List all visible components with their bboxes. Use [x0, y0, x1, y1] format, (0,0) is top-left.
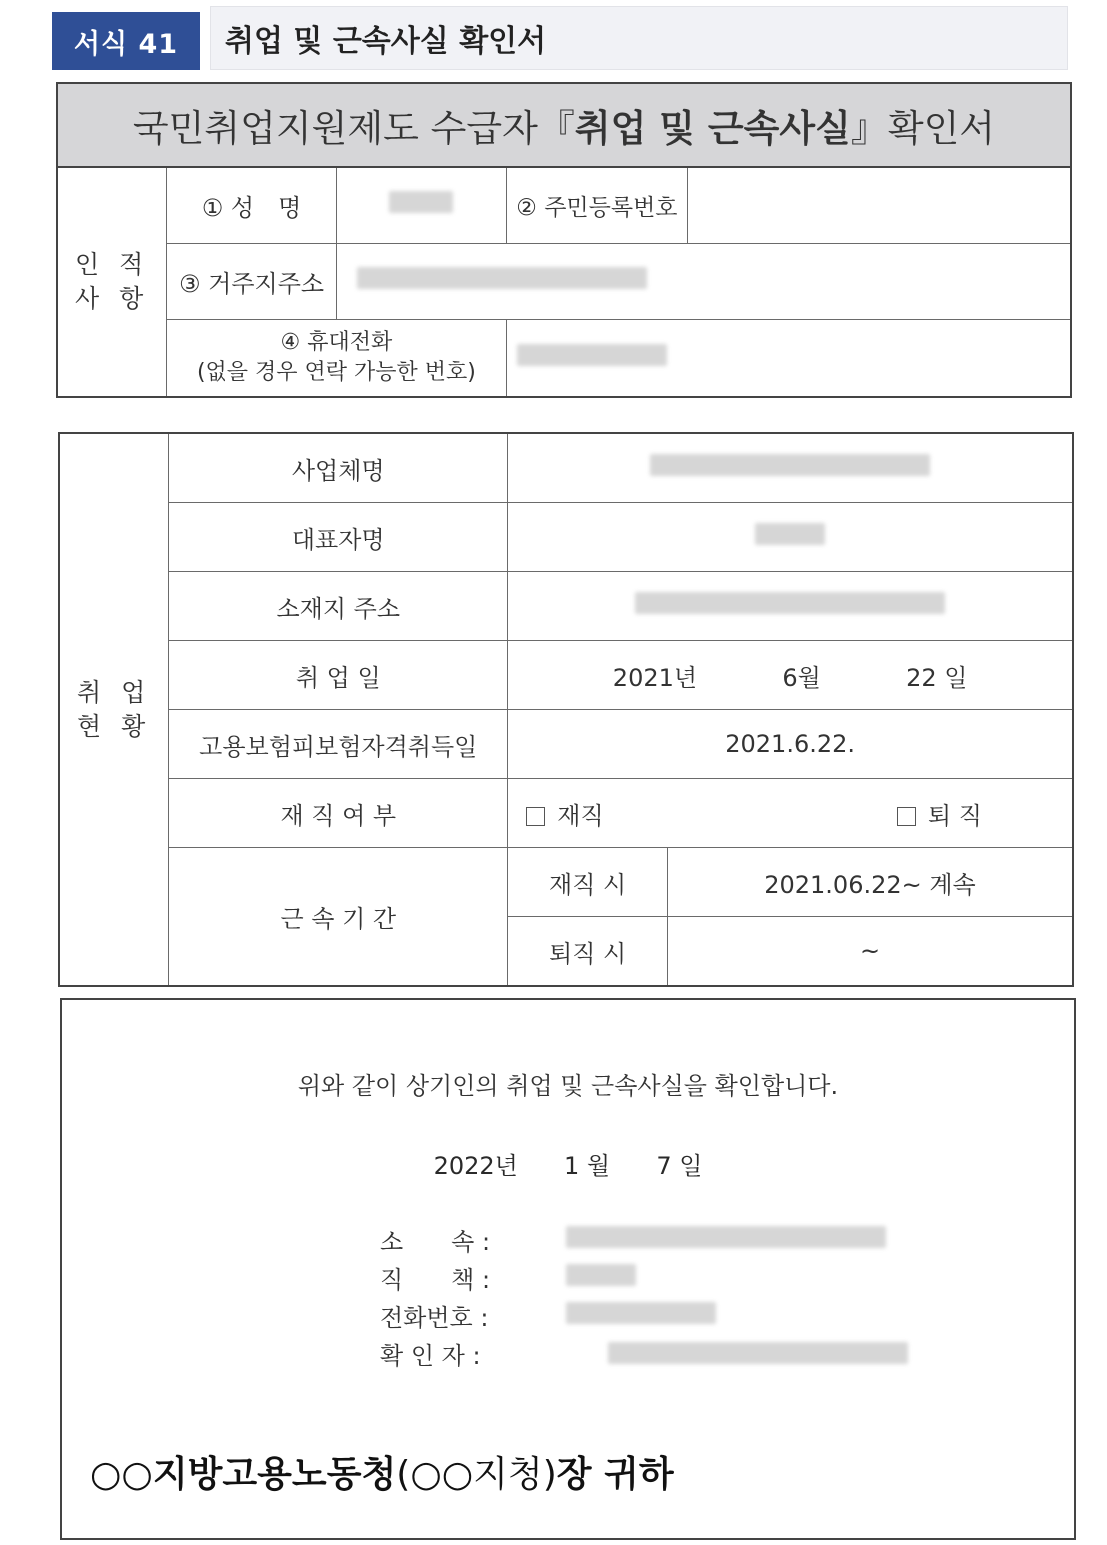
confirmer-label: 확 인 자 :: [380, 1342, 481, 1370]
recipient-line: ○○지방고용노동청(○○지청)장 귀하: [90, 1454, 674, 1495]
hire-day: 22 일: [906, 663, 968, 692]
left-checkbox[interactable]: [897, 807, 916, 826]
name-label: ① 성 명: [167, 167, 337, 243]
confirmation-statement: 위와 같이 상기인의 취업 및 근속사실을 확인합니다.: [297, 1072, 839, 1100]
location-label: 소재지 주소: [169, 572, 508, 641]
form-header-title: 취업 및 근속사실 확인서: [210, 6, 1068, 70]
address-value: [336, 243, 1071, 319]
tenure-employed-value: 2021.06.22~ 계속: [667, 848, 1073, 917]
confirmation-day: 7 일: [656, 1152, 703, 1180]
personal-info-table: [56, 82, 1072, 398]
address-label: ③ 거주지주소: [167, 243, 337, 319]
phone-number-label: 전화번호 :: [380, 1304, 489, 1332]
phone-value: [506, 319, 1071, 397]
confirmation-year: 2022년: [433, 1152, 518, 1180]
employment-table: [58, 432, 1074, 987]
employed-checkbox[interactable]: [526, 807, 545, 826]
status-value: [508, 779, 1073, 848]
form-title: 국민취업지원제도 수급자『취업 및 근속사실』확인서: [57, 83, 1071, 167]
form-number-badge: 서식 41: [52, 12, 200, 70]
tenure-employed-label: 재직 시: [508, 848, 668, 917]
confirmation-month: 1 월: [564, 1152, 611, 1180]
name-value: [336, 167, 506, 243]
rrn-label: ② 주민등록번호: [506, 167, 688, 243]
insurance-date-value: 2021.6.22.: [508, 710, 1073, 779]
ceo-value: [508, 503, 1073, 572]
employed-label: 재직: [557, 801, 604, 830]
hire-year: 2021년: [612, 663, 698, 692]
position-label: 직 책 :: [380, 1266, 491, 1294]
phone-label: ④ 휴대전화 (없을 경우 연락 가능한 번호): [167, 319, 506, 397]
company-label: 사업체명: [169, 433, 508, 503]
employment-section-label: 취 업 현 황: [59, 433, 169, 986]
location-value: [508, 572, 1073, 641]
left-label: 퇴 직: [927, 801, 982, 830]
hire-date-label: 취 업 일: [169, 641, 508, 710]
tenure-label: 근 속 기 간: [169, 848, 508, 987]
confirmation-date: [62, 1146, 1074, 1181]
hire-month: 6월: [782, 663, 821, 692]
confirmation-box: [60, 998, 1076, 1540]
status-label: 재 직 여 부: [169, 779, 508, 848]
insurance-date-label: 고용보험피보험자격취득일: [169, 710, 508, 779]
personal-section-label: 인 적 사 항: [57, 167, 167, 397]
hire-date-value: [508, 641, 1073, 710]
ceo-label: 대표자명: [169, 503, 508, 572]
tenure-left-value: ~: [667, 917, 1073, 987]
company-value: [508, 433, 1073, 503]
affiliation-label: 소 속 :: [380, 1228, 491, 1256]
tenure-left-label: 퇴직 시: [508, 917, 668, 987]
rrn-value: [688, 167, 1071, 243]
